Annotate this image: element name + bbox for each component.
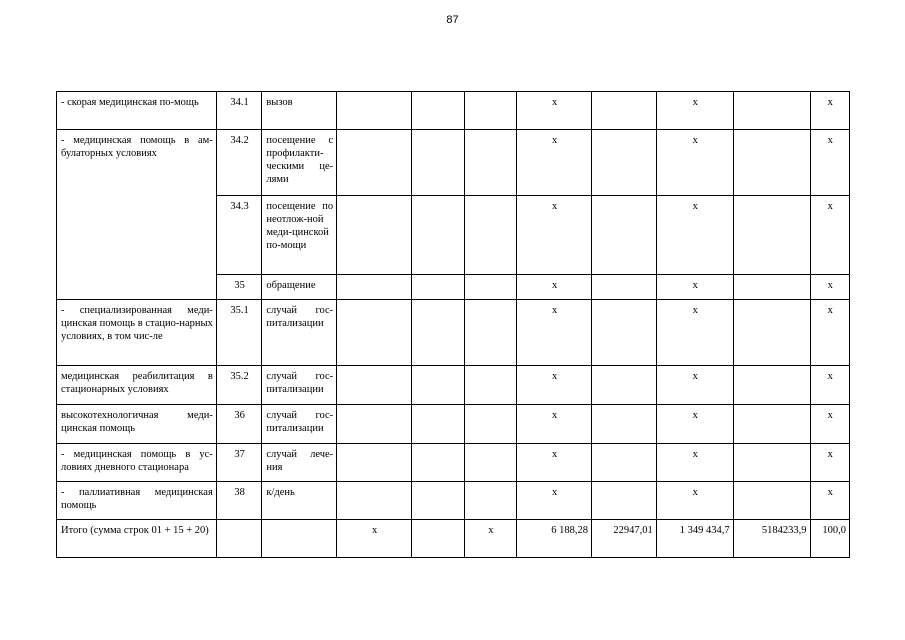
cell-col8 bbox=[592, 275, 657, 300]
row-code-cell: 35.1 bbox=[216, 300, 262, 366]
cell-col11: х bbox=[810, 444, 850, 482]
row-name-cell: - медицинская помощь в ам-булаторных условиях bbox=[57, 130, 217, 300]
table-row bbox=[57, 300, 850, 366]
cell-col7: х bbox=[517, 196, 592, 275]
total-code-cell bbox=[216, 520, 262, 558]
cell-col5 bbox=[412, 196, 465, 275]
total-col6: х bbox=[464, 520, 517, 558]
row-code-cell: 36 bbox=[216, 405, 262, 444]
cell-col5 bbox=[412, 405, 465, 444]
total-col9: 1 349 434,7 bbox=[656, 520, 733, 558]
cell-col4 bbox=[337, 275, 412, 300]
cell-col9: х bbox=[656, 444, 733, 482]
page-number: 87 bbox=[446, 14, 459, 26]
total-name-cell: Итого (сумма строк 01 + 15 + 20) bbox=[57, 520, 217, 558]
cell-col9: х bbox=[656, 300, 733, 366]
row-code-cell: 37 bbox=[216, 444, 262, 482]
cell-col6 bbox=[464, 482, 517, 520]
cell-col8 bbox=[592, 405, 657, 444]
row-name-cell: - медицинская помощь в ус-ловиях дневного стационара bbox=[57, 444, 217, 482]
cell-col10 bbox=[733, 196, 810, 275]
cell-col5 bbox=[412, 482, 465, 520]
row-code-cell: 35 bbox=[216, 275, 262, 300]
total-col7: 6 188,28 bbox=[517, 520, 592, 558]
row-code-cell: 34.1 bbox=[216, 92, 262, 130]
cell-col6 bbox=[464, 300, 517, 366]
cell-col11: х bbox=[810, 130, 850, 196]
total-col5 bbox=[412, 520, 465, 558]
cell-col4 bbox=[337, 405, 412, 444]
cell-col8 bbox=[592, 366, 657, 405]
cell-col10 bbox=[733, 366, 810, 405]
cell-col6 bbox=[464, 275, 517, 300]
cell-col9: х bbox=[656, 366, 733, 405]
row-unit-cell: случай лече-ния bbox=[262, 444, 337, 482]
row-name-cell: высокотехнологичная меди-цинская помощь bbox=[57, 405, 217, 444]
cell-col5 bbox=[412, 444, 465, 482]
row-code-cell: 35.2 bbox=[216, 366, 262, 405]
cell-col7: х bbox=[517, 300, 592, 366]
cell-col10 bbox=[733, 444, 810, 482]
cell-col4 bbox=[337, 366, 412, 405]
cell-col7: х bbox=[517, 366, 592, 405]
cell-col10 bbox=[733, 300, 810, 366]
cell-col11: х bbox=[810, 366, 850, 405]
cell-col5 bbox=[412, 366, 465, 405]
cell-col8 bbox=[592, 92, 657, 130]
cell-col9: х bbox=[656, 405, 733, 444]
cell-col6 bbox=[464, 444, 517, 482]
table-row bbox=[57, 405, 850, 444]
table-row bbox=[57, 444, 850, 482]
cell-col11: х bbox=[810, 405, 850, 444]
cell-col6 bbox=[464, 405, 517, 444]
table-row bbox=[57, 366, 850, 405]
row-unit-cell: к/день bbox=[262, 482, 337, 520]
cell-col7: х bbox=[517, 92, 592, 130]
total-col4: х bbox=[337, 520, 412, 558]
row-unit-cell: обращение bbox=[262, 275, 337, 300]
cell-col8 bbox=[592, 196, 657, 275]
cell-col10 bbox=[733, 92, 810, 130]
cell-col4 bbox=[337, 444, 412, 482]
row-code-cell: 34.3 bbox=[216, 196, 262, 275]
cell-col11: х bbox=[810, 300, 850, 366]
row-unit-cell: посещение по неотлож-ной меди-цинской по-мощи bbox=[262, 196, 337, 275]
cell-col5 bbox=[412, 92, 465, 130]
total-unit-cell bbox=[262, 520, 337, 558]
cell-col4 bbox=[337, 482, 412, 520]
row-unit-cell: вызов bbox=[262, 92, 337, 130]
cell-col8 bbox=[592, 130, 657, 196]
cell-col4 bbox=[337, 196, 412, 275]
cell-col11: х bbox=[810, 275, 850, 300]
cell-col10 bbox=[733, 130, 810, 196]
cell-col10 bbox=[733, 275, 810, 300]
cell-col9: х bbox=[656, 130, 733, 196]
total-col11: 100,0 bbox=[810, 520, 850, 558]
row-name-cell: - паллиативная медицинская помощь bbox=[57, 482, 217, 520]
total-col10: 5184233,9 bbox=[733, 520, 810, 558]
row-code-cell: 38 bbox=[216, 482, 262, 520]
cell-col10 bbox=[733, 482, 810, 520]
cell-col6 bbox=[464, 130, 517, 196]
row-name-cell: - специализированная меди-цинская помощь в стацио-нарных условиях, в том чис-ле bbox=[57, 300, 217, 366]
cell-col10 bbox=[733, 405, 810, 444]
total-row bbox=[57, 520, 850, 558]
cell-col11: х bbox=[810, 92, 850, 130]
cell-col7: х bbox=[517, 405, 592, 444]
cell-col8 bbox=[592, 482, 657, 520]
cell-col6 bbox=[464, 92, 517, 130]
table-row bbox=[57, 482, 850, 520]
cell-col11: х bbox=[810, 482, 850, 520]
row-unit-cell: посещение с профилакти-ческими це-лями bbox=[262, 130, 337, 196]
cell-col5 bbox=[412, 300, 465, 366]
row-code-cell: 34.2 bbox=[216, 130, 262, 196]
cell-col7: х bbox=[517, 130, 592, 196]
cell-col9: х bbox=[656, 196, 733, 275]
row-unit-cell: случай гос-питализации bbox=[262, 300, 337, 366]
cell-col4 bbox=[337, 92, 412, 130]
cell-col8 bbox=[592, 300, 657, 366]
cell-col6 bbox=[464, 196, 517, 275]
table-row bbox=[57, 92, 850, 130]
cell-col5 bbox=[412, 275, 465, 300]
row-name-cell: - скорая медицинская по-мощь bbox=[57, 92, 217, 130]
cell-col6 bbox=[464, 366, 517, 405]
row-name-cell: медицинская реабилитация в стационарных условиях bbox=[57, 366, 217, 405]
cell-col5 bbox=[412, 130, 465, 196]
cell-col7: х bbox=[517, 275, 592, 300]
table-row bbox=[57, 130, 850, 196]
cell-col11: х bbox=[810, 196, 850, 275]
cell-col7: х bbox=[517, 444, 592, 482]
cell-col4 bbox=[337, 300, 412, 366]
row-unit-cell: случай гос-питализации bbox=[262, 366, 337, 405]
cell-col9: х bbox=[656, 275, 733, 300]
medical-care-table bbox=[56, 91, 850, 558]
cell-col9: х bbox=[656, 482, 733, 520]
total-col8: 22947,01 bbox=[592, 520, 657, 558]
cell-col8 bbox=[592, 444, 657, 482]
cell-col4 bbox=[337, 130, 412, 196]
row-unit-cell: случай гос-питализации bbox=[262, 405, 337, 444]
cell-col9: х bbox=[656, 92, 733, 130]
cell-col7: х bbox=[517, 482, 592, 520]
